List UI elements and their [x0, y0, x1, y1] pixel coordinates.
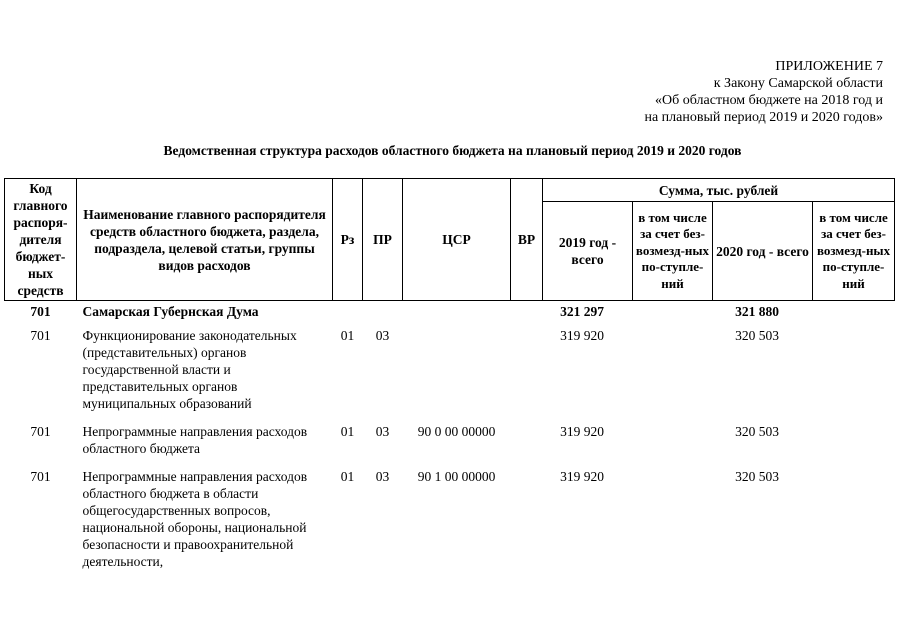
cell-vr	[511, 420, 543, 465]
cell-name: Непрограммные направления расходов областного бюджета	[82, 424, 308, 456]
appendix-law-ref: к Закону Самарской области	[713, 76, 883, 91]
cell-2019-total: 321 297	[560, 304, 604, 319]
col-name-header: Наименование главного распорядителя средств областного бюджета, раздела, подраздела, целевой статьи, группы видов расходов	[77, 179, 333, 301]
cell-2019-total: 319 920	[560, 424, 604, 439]
cell-name: Самарская Губернская Дума	[82, 304, 259, 319]
col-2020-free-header: в том числе за счет без-возмезд-ных по-ступле-ний	[813, 202, 895, 301]
cell-vr	[511, 465, 543, 573]
cell-pr: 03	[375, 328, 390, 343]
col-csr-header: ЦСР	[403, 179, 511, 301]
cell-csr: 90 0 00 00000	[417, 424, 496, 439]
cell-code: 701	[30, 304, 51, 319]
cell-2020-free	[813, 324, 895, 420]
cell-2020-total: 321 880	[735, 304, 779, 319]
appendix-law-title-1: «Об областном бюджете на 2018 год и	[655, 93, 883, 108]
cell-name: Функционирование законодательных (представительных) органов государственной власти и представительных органов муниципальных образований	[82, 328, 297, 411]
cell-rz: 01	[340, 328, 355, 343]
cell-pr	[363, 301, 403, 325]
cell-2020-total: 320 503	[735, 469, 779, 484]
cell-pr: 03	[375, 424, 390, 439]
cell-rz: 01	[340, 469, 355, 484]
cell-2019-free	[633, 324, 713, 420]
cell-rz: 01	[340, 424, 355, 439]
col-vr-header: ВР	[511, 179, 543, 301]
cell-2020-free	[813, 465, 895, 573]
table-row	[5, 420, 895, 465]
cell-csr	[403, 301, 511, 325]
col-2020-total-header: 2020 год - всего	[713, 202, 813, 301]
cell-2019-total: 319 920	[560, 328, 604, 343]
appendix-label: ПРИЛОЖЕНИЕ 7	[775, 59, 883, 74]
table-body	[5, 301, 895, 574]
cell-2020-free	[813, 301, 895, 325]
cell-2019-free	[633, 465, 713, 573]
table-row	[5, 465, 895, 573]
cell-pr: 03	[375, 469, 390, 484]
appendix-law-title-2: на плановый период 2019 и 2020 годов»	[644, 110, 883, 125]
cell-2020-total: 320 503	[735, 328, 779, 343]
budget-table	[4, 178, 895, 573]
cell-code: 701	[30, 424, 51, 439]
col-sum-group-header: Сумма, тыс. рублей	[543, 179, 895, 202]
cell-rz	[333, 301, 363, 325]
document-title: Ведомственная структура расходов областного бюджета на плановый период 2019 и 2020 годов	[163, 143, 742, 158]
appendix-block	[644, 58, 883, 126]
table-row	[5, 324, 895, 420]
table-header	[5, 179, 895, 301]
cell-2020-free	[813, 420, 895, 465]
cell-2019-free	[633, 301, 713, 325]
cell-code: 701	[30, 469, 51, 484]
col-pr-header: ПР	[363, 179, 403, 301]
col-2019-total-header: 2019 год - всего	[543, 202, 633, 301]
cell-csr	[403, 324, 511, 420]
col-code-header: Код главного распоря-дителя бюджет-ных средств	[5, 179, 77, 301]
cell-code: 701	[30, 328, 51, 343]
table-row	[5, 301, 895, 325]
col-rz-header: Рз	[333, 179, 363, 301]
cell-vr	[511, 324, 543, 420]
cell-2020-total: 320 503	[735, 424, 779, 439]
cell-name: Непрограммные направления расходов областного бюджета в области общегосударственных вопросов, национальной обороны, национальной безопасности и правоохранительной деятельности,	[82, 469, 308, 569]
cell-vr	[511, 301, 543, 325]
cell-csr: 90 1 00 00000	[417, 469, 496, 484]
cell-2019-total: 319 920	[560, 469, 604, 484]
cell-2019-free	[633, 420, 713, 465]
col-2019-free-header: в том числе за счет без-возмезд-ных по-ступле-ний	[633, 202, 713, 301]
